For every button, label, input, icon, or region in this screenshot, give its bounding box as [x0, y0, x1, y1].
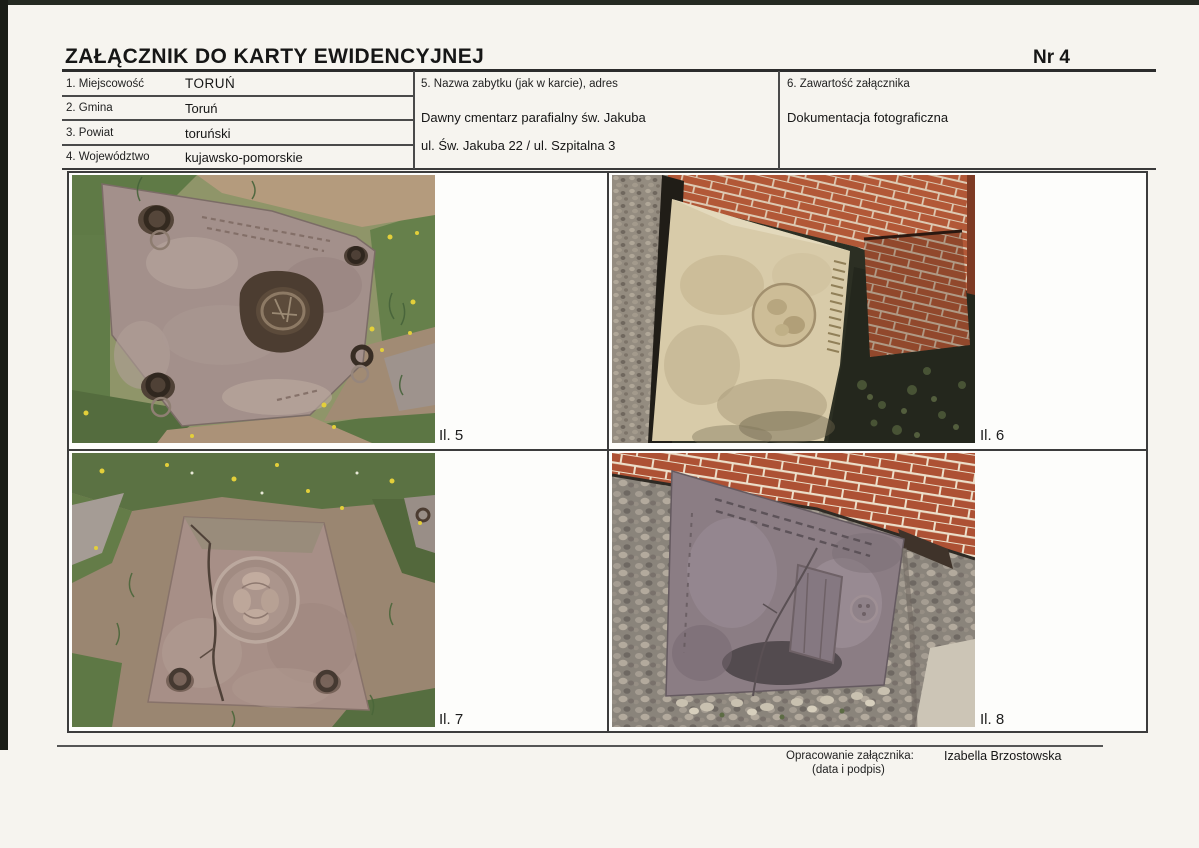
table-row-line — [62, 119, 413, 121]
field-miejscowosc-label: 1. Miejscowość — [66, 78, 144, 90]
title-underline — [62, 69, 1156, 72]
scan-edge-left — [0, 0, 8, 750]
photo-caption-il-6: Il. 6 — [980, 427, 1005, 444]
photo-caption-il-8: Il. 8 — [980, 711, 1005, 728]
table-column-line — [778, 71, 780, 169]
field-powiat-value: toruński — [185, 126, 231, 141]
field-nazwa-line1: Dawny cmentarz parafialny św. Jakuba — [421, 110, 646, 125]
field-gmina-value: Toruń — [185, 101, 218, 116]
photo-caption-il-5: Il. 5 — [439, 427, 464, 444]
photo-il-7 — [72, 453, 435, 727]
scan-edge-top — [0, 0, 1199, 5]
document-title: ZAŁĄCZNIK DO KARTY EWIDENCYJNEJ — [65, 45, 485, 68]
field-miejscowosc-value: TORUŃ — [185, 76, 236, 91]
table-row-line — [62, 95, 413, 97]
footer-date-signature-label: (data i podpis) — [812, 764, 885, 776]
tomb-slab-in-gravel-photo — [612, 453, 975, 727]
tomb-slab-by-brick-wall-photo — [612, 175, 975, 443]
table-column-line — [413, 71, 415, 169]
field-powiat-label: 3. Powiat — [66, 127, 114, 139]
field-wojewodztwo-label: 4. Województwo — [66, 151, 150, 163]
photo-il-8 — [612, 453, 975, 727]
photo-il-6 — [612, 175, 975, 443]
field-gmina-label: 2. Gmina — [66, 102, 113, 114]
photo-caption-il-7: Il. 7 — [439, 711, 464, 728]
field-nazwa-label: 5. Nazwa zabytku (jak w karcie), adres — [421, 78, 618, 90]
footer-author-name: Izabella Brzostowska — [944, 749, 1062, 763]
field-zawartosc-label: 6. Zawartość załącznika — [787, 78, 910, 90]
field-wojewodztwo-value: kujawsko-pomorskie — [185, 150, 303, 165]
field-nazwa-line2: ul. Św. Jakuba 22 / ul. Szpitalna 3 — [421, 138, 616, 153]
footer-line — [57, 745, 1103, 747]
table-bottom-line — [62, 168, 1156, 170]
grid-column-divider — [607, 171, 609, 733]
field-zawartosc-value: Dokumentacja fotograficzna — [787, 110, 949, 125]
footer-prepared-by-label: Opracowanie załącznika: — [786, 750, 914, 762]
cracked-tomb-slab-photo — [72, 453, 435, 727]
grid-row-divider — [67, 449, 1148, 451]
attachment-number: Nr 4 — [1033, 47, 1070, 68]
tomb-slab-top-view-photo — [72, 175, 435, 443]
table-row-line — [62, 144, 413, 146]
photo-il-5 — [72, 175, 435, 443]
